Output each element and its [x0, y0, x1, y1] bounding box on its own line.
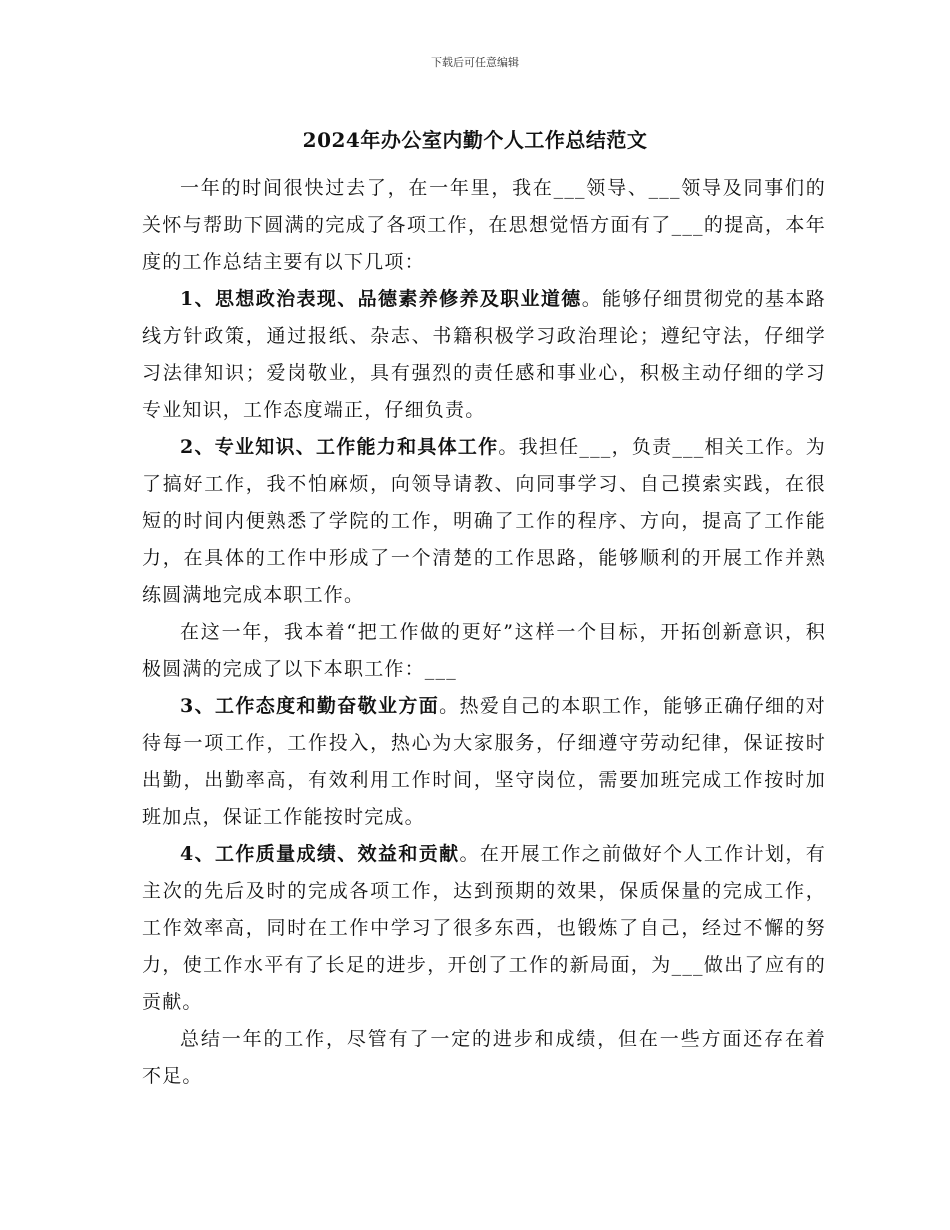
paragraph-section-4 [142, 836, 826, 1021]
header-note: 下载后可任意编辑 [431, 56, 519, 69]
paragraph-text: 。热爱自己的本职工作，能够正确仔细的对待每一项工作，工作投入，热心为大家服务，仔细遵守劳动纪律，保证按时出勤，出勤率高，有效利用工作时间，坚守岗位，需要加班完成工作按时加班加点，保证工作能按时完成。 [142, 695, 826, 828]
section-heading: 1、思想政治表现、品德素养修养及职业道德 [180, 288, 582, 310]
paragraph-goal [142, 614, 826, 688]
paragraph-text: 。能够仔细贯彻党的基本路线方针政策，通过报纸、杂志、书籍积极学习政治理论；遵纪守法，仔细学习法律知识；爱岗敬业，具有强烈的责任感和事业心，积极主动仔细的学习专业知识，工作态度端正，仔细负责。 [142, 288, 826, 421]
section-heading: 2、专业知识、工作能力和具体工作 [180, 436, 499, 458]
section-heading: 3、工作态度和勤奋敬业方面 [180, 695, 440, 717]
section-heading: 4、工作质量成绩、效益和贡献 [180, 843, 460, 865]
paragraph-section-3 [142, 688, 826, 836]
document-title: 2024年办公室内勤个人工作总结范文 [302, 128, 648, 152]
paragraph-conclusion [142, 1021, 826, 1095]
paragraph-section-2 [142, 429, 826, 614]
paragraph-intro [142, 170, 826, 281]
paragraph-text: 。在开展工作之前做好个人工作计划，有主次的先后及时的完成各项工作，达到预期的效果，保质保量的完成工作，工作效率高，同时在工作中学习了很多东西，也锻炼了自己，经过不懈的努力，使工作水平有了长足的进步，开创了工作的新局面，为___做出了应有的贡献。 [142, 843, 826, 1013]
paragraph-text: 在这一年，我本着“把工作做的更好”这样一个目标，开拓创新意识，积极圆满的完成了以下本职工作：___ [142, 621, 826, 680]
paragraph-section-1 [142, 281, 826, 429]
paragraph-text: 总结一年的工作，尽管有了一定的进步和成绩，但在一些方面还存在着不足。 [142, 1028, 826, 1087]
paragraph-text: 一年的时间很快过去了，在一年里，我在___领导、___领导及同事们的关怀与帮助下圆满的完成了各项工作，在思想觉悟方面有了___的提高，本年度的工作总结主要有以下几项： [142, 177, 826, 273]
document-body [142, 170, 826, 1095]
paragraph-text: 。我担任___，负责___相关工作。为了搞好工作，我不怕麻烦，向领导请教、向同事学习、自己摸索实践，在很短的时间内便熟悉了学院的工作，明确了工作的程序、方向，提高了工作能力，在具体的工作中形成了一个清楚的工作思路，能够顺利的开展工作并熟练圆满地完成本职工作。 [142, 436, 826, 606]
